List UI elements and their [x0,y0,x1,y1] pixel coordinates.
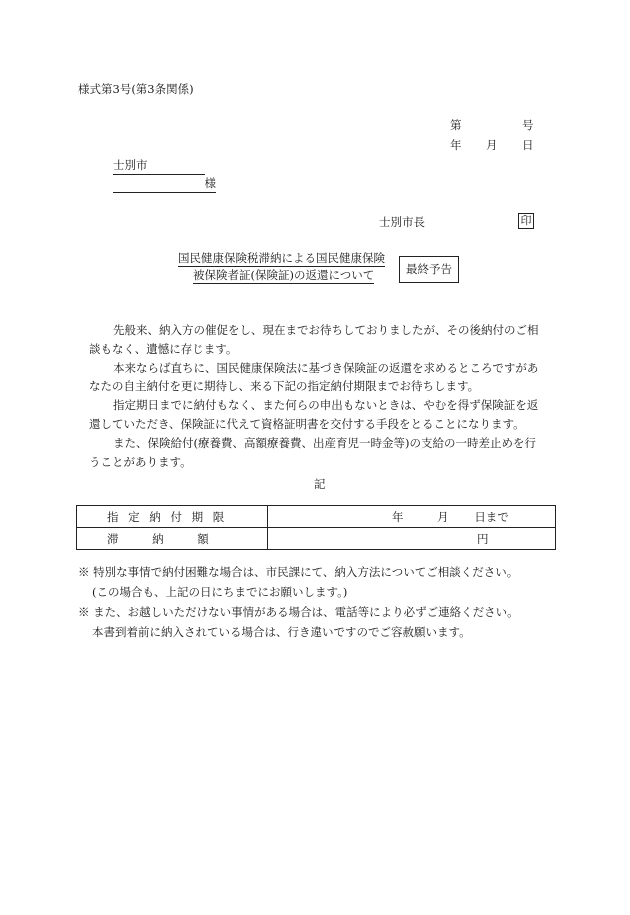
deadline-label-cell [77,506,268,528]
date-year-label: 年 [450,138,462,152]
body-paragraph-4a: また、保険給付(療養費、高額療養費、出産育児一時金等)の支給の一時差止めを行 [113,435,536,450]
addressee-name-line [113,178,216,193]
body-paragraph-1a: 先般来、納入方の催促をし、現在までお待ちしておりましたが、その後納付のご相 [113,323,539,337]
payment-info-table [76,505,556,550]
document-number-suffix: 号 [522,118,534,132]
arrears-unit: 円 [477,531,489,546]
note-1b: (この場合も、上記の日にちまでにお願いします。) [92,585,348,599]
note-1: ※ 特別な事情で納付困難な場合は、市民課にて、納入方法についてご相談ください。 [78,565,519,579]
title-line-1: 国民健康保険税滞納による国民健康保険 [178,251,385,265]
date-month-label: 月 [486,138,498,152]
arrears-label-cell [77,528,268,550]
arrears-value-cell [268,528,556,550]
letter-body [89,321,559,471]
body-paragraph-3b: 還していただき、保険証に代えて資格証明書を交付する手段をとることになります。 [89,416,525,431]
table-row [77,506,556,528]
document-number-prefix: 第 [450,118,462,132]
table-row [77,528,556,550]
body-paragraph-4b: うことがあります。 [89,454,192,469]
final-notice-badge: 最終予告 [399,256,459,283]
deadline-month: 月 [437,509,449,524]
notes [78,562,519,642]
body-paragraph-1b: 談もなく、遺憾に存じます。 [89,341,238,356]
body-paragraph-2a: 本来ならば直ちに、国民健康保険法に基づき保険証の返還を求めるところですがあ [113,360,539,375]
form-number-label: 様式第3号(第3条関係) [78,82,194,96]
note-3: 本書到着前に納入されている場合は、行き違いですのでご容赦願います。 [92,625,471,639]
addressee-city: 士別市 [113,158,148,172]
record-marker: 記 [314,477,326,491]
addressee-city-line [113,160,205,175]
title-line-2: 被保険者証(保険証)の返還について [193,268,375,282]
body-paragraph-2b: なたの自主納付を更に期待し、来る下記の指定納付期限までお待ちします。 [89,379,480,394]
note-2: ※ また、お越しいただけない事情がある場合は、電話等により必ずご連絡ください。 [78,605,519,619]
deadline-value-cell [268,506,556,528]
seal-stamp: 印 [518,213,534,229]
arrears-label: 滞 納 額 [107,531,209,546]
date-day-label: 日 [522,138,534,152]
deadline-year: 年 [392,509,404,524]
body-paragraph-3a: 指定期日までに納付もなく、また何らの申出もないときは、やむを得ず保険証を返 [113,398,539,413]
addressee-honorific: 様 [204,176,216,190]
sender-mayor: 士別市長 [379,215,425,229]
deadline-label: 指 定 納 付 期 限 [107,509,228,524]
deadline-day-until: 日まで [474,509,509,524]
